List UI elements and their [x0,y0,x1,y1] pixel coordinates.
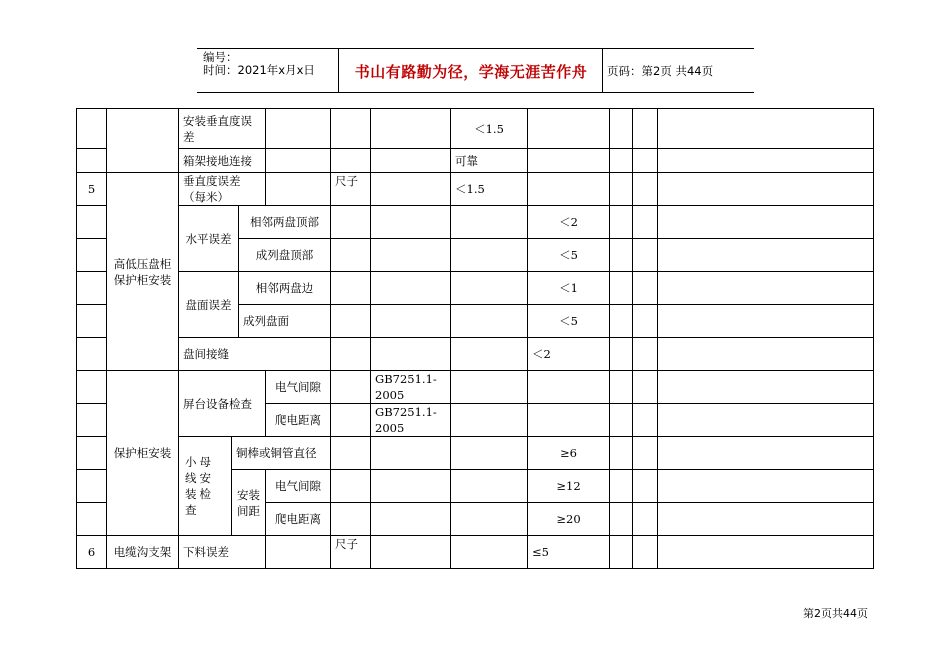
cell [658,305,874,338]
cell [658,239,874,272]
cell [658,371,874,404]
cell [658,338,874,371]
cell [658,272,874,305]
value-cell: ＜2 [528,338,610,371]
section-number: 6 [77,536,107,569]
header-motto: 书山有路勤为径，学海无涯苦作舟 [354,63,588,81]
standard-cell: GB7251.1-2005 [371,371,451,404]
item-cell: 爬电距离 [266,503,331,536]
cell [451,371,528,404]
item-cell: 安装垂直度误差 [179,109,266,149]
cell [633,272,658,305]
screen-check-label: 屏台设备检查 [179,371,266,437]
cell [371,272,451,305]
cell [371,206,451,239]
value-cell: ＜1.5 [451,109,528,149]
item-cell: 电气间隙 [266,371,331,404]
cell [528,109,610,149]
cell [658,404,874,437]
value-cell: ＜1.5 [451,173,528,206]
value-cell: ＜2 [528,206,610,239]
inspection-table [76,108,874,569]
cell [610,272,633,305]
cell [528,149,610,173]
number-label: 编号： [203,50,238,64]
cell [77,206,107,239]
table-row [77,371,874,404]
cell [77,305,107,338]
cell [451,305,528,338]
cell [331,437,371,470]
cell [633,305,658,338]
cell [633,437,658,470]
value-cell: ＜5 [528,305,610,338]
cell [451,404,528,437]
cell [451,437,528,470]
cell [266,173,331,206]
cell [451,338,528,371]
cell [77,239,107,272]
cell [658,536,874,569]
cell [610,503,633,536]
cell [610,173,633,206]
cell [633,173,658,206]
cell [658,470,874,503]
cell [331,338,371,371]
cell [371,536,451,569]
value-cell: ≥12 [528,470,610,503]
cell [371,149,451,173]
cell [331,470,371,503]
cell [331,109,371,149]
cell [77,470,107,503]
cell [371,503,451,536]
cell [266,536,331,569]
cell [658,109,874,149]
cell [371,338,451,371]
cell [658,173,874,206]
item-cell: 下料误差 [179,536,266,569]
tool-cell: 尺子 [331,536,371,569]
cell [528,404,610,437]
tool-cell: 尺子 [331,173,371,206]
cell [658,149,874,173]
cell [633,404,658,437]
cell [77,371,107,404]
cell [77,437,107,470]
cell [658,437,874,470]
cell [610,305,633,338]
cell [633,239,658,272]
table-row [77,338,874,371]
cell [451,206,528,239]
value-cell: ≥6 [528,437,610,470]
cell [371,239,451,272]
section-name: 电缆沟支架 [107,536,179,569]
section-number: 5 [77,173,107,206]
page-footer: 第2页共44页 [803,607,868,620]
cell [610,470,633,503]
item-cell: 垂直度误差（每米） [179,173,266,206]
item-cell: 电气间隙 [266,470,331,503]
cell [633,338,658,371]
page-header [197,48,754,93]
cell [610,404,633,437]
cell [371,470,451,503]
cell [331,305,371,338]
cell [610,338,633,371]
cell [451,503,528,536]
item-cell: 盘间接缝 [179,338,331,371]
table-row [77,272,874,305]
table-row [77,206,874,239]
cell [610,109,633,149]
cell [633,470,658,503]
cell [77,404,107,437]
cell [331,371,371,404]
header-divider [338,49,339,92]
cell [331,149,371,173]
cell [633,206,658,239]
cell [610,149,633,173]
cell [528,371,610,404]
face-error-label: 盘面误差 [179,272,239,338]
cell [610,206,633,239]
item-cell: 铜棒或铜管直径 [232,437,331,470]
cell [658,206,874,239]
item-cell: 爬电距离 [266,404,331,437]
cell [77,109,107,149]
item-cell: 箱架接地连接 [179,149,266,173]
value-cell: 可靠 [451,149,528,173]
cell [266,109,331,149]
cell [451,239,528,272]
item-cell: 相邻两盘边 [239,272,331,305]
cell [610,536,633,569]
table-row [77,437,874,470]
cell [331,404,371,437]
value-cell: ≥20 [528,503,610,536]
cell [633,503,658,536]
value-cell: ＜1 [528,272,610,305]
cell [371,437,451,470]
cell [266,149,331,173]
cell [371,305,451,338]
table-row [77,149,874,173]
item-cell: 成列盘面 [239,305,331,338]
cell [107,109,179,173]
level-error-label: 水平误差 [179,206,239,272]
install-gap-label: 安装间距 [232,470,266,536]
cell [528,173,610,206]
value-cell: ＜5 [528,239,610,272]
cell [633,109,658,149]
item-cell: 成列盘顶部 [239,239,331,272]
cell [610,437,633,470]
cell [451,470,528,503]
standard-cell: GB7251.1-2005 [371,404,451,437]
section-name: 保护柜安装 [107,371,179,536]
cell [331,503,371,536]
cell [77,149,107,173]
cell [331,272,371,305]
header-divider [602,49,603,92]
cell [610,239,633,272]
header-meta [203,51,315,77]
value-cell: ≤5 [528,536,610,569]
cell [451,536,528,569]
cell [633,371,658,404]
time-label: 时间：2021年x月x日 [203,63,315,77]
table-row [77,109,874,149]
cell [633,149,658,173]
cell [331,206,371,239]
cell [658,503,874,536]
table-row [77,173,874,206]
item-cell: 相邻两盘顶部 [239,206,331,239]
cell [451,272,528,305]
busbar-check-label: 小母线安装检查 [179,437,232,536]
cell [77,272,107,305]
cell [77,503,107,536]
table-row [77,536,874,569]
section-name: 高低压盘柜保护柜安装 [107,173,179,371]
cell [371,173,451,206]
header-page-code: 页码：第2页 共44页 [607,64,714,78]
cell [610,371,633,404]
cell [371,109,451,149]
cell [331,239,371,272]
cell [633,536,658,569]
cell [77,338,107,371]
